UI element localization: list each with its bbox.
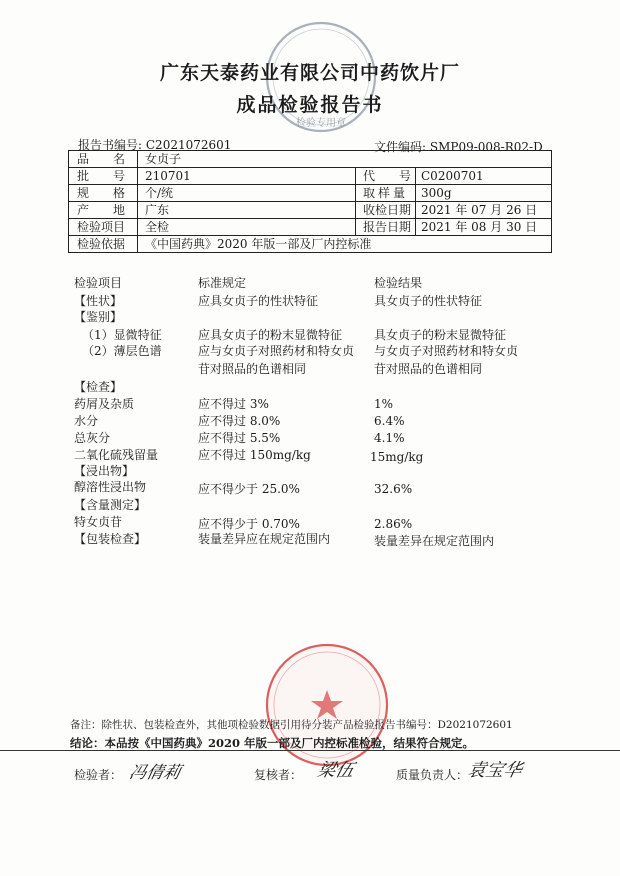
file-code-label: 文件编码: bbox=[374, 140, 427, 154]
divider bbox=[0, 750, 620, 751]
row-standard: 应具女贞子的粉末显微特征 bbox=[198, 328, 343, 342]
row-standard: 应与女贞子对照药材和特女贞 bbox=[198, 344, 355, 358]
divider bbox=[415, 168, 416, 235]
row-item: 【鉴别】 bbox=[74, 310, 123, 324]
inspector-label: 检验者： bbox=[74, 768, 123, 782]
row-standard: 应不得过 8.0% bbox=[198, 414, 281, 428]
row-item: 【检查】 bbox=[74, 380, 123, 394]
row-item: 二氧化硫残留量 bbox=[74, 448, 159, 462]
row-standard: 应不得过 150mg/kg bbox=[198, 448, 311, 462]
basis-value: 《中国药典》2020 年版一部及厂内控标准 bbox=[145, 237, 372, 251]
row-result: 具女贞子的性状特征 bbox=[374, 294, 483, 308]
col-header-result: 检验结果 bbox=[374, 276, 423, 290]
row-item: 药屑及杂质 bbox=[74, 397, 135, 411]
received-date-value: 2021 年 07 月 26 日 bbox=[421, 203, 538, 217]
reviewer-label: 复核者： bbox=[254, 768, 303, 782]
item-value: 全检 bbox=[145, 220, 170, 234]
note-text: 备注：除性状、包装检查外，其他项检验数据引用待分装产品检验报告书编号：D2021072601 bbox=[70, 719, 513, 731]
name-label: 品 名 bbox=[77, 152, 132, 166]
info-row-spec bbox=[69, 185, 551, 202]
reviewer-signature: 梁伍 bbox=[315, 760, 357, 781]
report-number-value: C2021072601 bbox=[145, 138, 232, 152]
row-standard: 应不得过 3% bbox=[198, 397, 269, 411]
row-result: 装量差异在规定范围内 bbox=[374, 534, 495, 548]
row-standard: 应不得少于 0.70% bbox=[198, 517, 300, 531]
divider bbox=[137, 151, 138, 252]
svg-text:检验专用章: 检验专用章 bbox=[296, 118, 346, 129]
page-title: 成品检验报告书 bbox=[236, 94, 384, 116]
row-item: 【含量测定】 bbox=[74, 498, 147, 512]
row-standard: 装量差异应在规定范围内 bbox=[198, 532, 331, 546]
row-result: 1% bbox=[374, 397, 394, 411]
row-standard: 应具女贞子的性状特征 bbox=[198, 294, 319, 308]
row-item: （1）显微特征 bbox=[82, 328, 162, 342]
row-result: 15mg/kg bbox=[370, 450, 424, 464]
received-date-label: 收检日期 bbox=[363, 203, 412, 217]
report-date-value: 2021 年 08 月 30 日 bbox=[421, 220, 538, 234]
conclusion-text: 结论：本品按《中国药典》2020 年版一部及厂内控标准检验，结果符合规定。 bbox=[70, 736, 475, 750]
basis-label: 检验依据 bbox=[77, 237, 126, 251]
row-result: 与女贞子对照药材和特女贞 bbox=[374, 344, 519, 358]
info-row-item bbox=[69, 219, 551, 236]
batch-value: 210701 bbox=[145, 169, 191, 183]
row-item: 【性状】 bbox=[74, 294, 123, 308]
col-header-item: 检验项目 bbox=[74, 276, 123, 290]
qa-signature: 袁宝华 bbox=[465, 760, 524, 781]
code-value: C0200701 bbox=[421, 169, 484, 183]
row-result: 具女贞子的粉末显微特征 bbox=[374, 328, 507, 342]
company-name: 广东天泰药业有限公司中药饮片厂 bbox=[159, 62, 460, 84]
file-code-value: SMP09-008-R02-D bbox=[429, 140, 543, 154]
row-result: 2.86% bbox=[374, 517, 413, 531]
info-row-name bbox=[69, 151, 551, 168]
info-table bbox=[68, 150, 552, 253]
name-value: 女贞子 bbox=[145, 152, 182, 166]
row-result: 32.6% bbox=[374, 482, 413, 496]
spec-label: 规 格 bbox=[77, 186, 132, 200]
spec-value: 个/统 bbox=[145, 186, 174, 200]
row-result: 6.4% bbox=[374, 414, 405, 428]
row-item: 总灰分 bbox=[74, 431, 111, 445]
row-standard: 应不得过 5.5% bbox=[198, 431, 281, 445]
code-label: 代 号 bbox=[363, 169, 418, 183]
batch-label: 批 号 bbox=[77, 169, 132, 183]
sample-value: 300g bbox=[421, 186, 452, 200]
row-result: 4.1% bbox=[374, 431, 405, 445]
row-standard: 苷对照品的色谱相同 bbox=[198, 362, 307, 376]
sample-label: 取样量 bbox=[363, 186, 409, 200]
row-item: 【包装检查】 bbox=[74, 532, 147, 546]
row-result: 苷对照品的色谱相同 bbox=[374, 362, 483, 376]
row-item: 特女贞苷 bbox=[74, 515, 123, 529]
report-number-label: 报告书编号: bbox=[78, 138, 143, 152]
row-standard: 应不得少于 25.0% bbox=[198, 482, 300, 496]
info-row-basis bbox=[69, 236, 551, 252]
info-row-origin bbox=[69, 202, 551, 219]
row-item: 醇溶性浸出物 bbox=[74, 480, 147, 494]
row-item: 【浸出物】 bbox=[74, 464, 135, 478]
row-item: （2）薄层色谱 bbox=[82, 344, 162, 358]
origin-label: 产 地 bbox=[77, 203, 132, 217]
qa-label: 质量负责人： bbox=[396, 768, 469, 782]
inspector-signature: 冯倩莉 bbox=[127, 763, 183, 783]
row-item: 水分 bbox=[74, 414, 99, 428]
report-date-label: 报告日期 bbox=[363, 220, 412, 234]
info-row-batch bbox=[69, 168, 551, 185]
origin-value: 广东 bbox=[145, 203, 170, 217]
divider bbox=[355, 168, 356, 235]
item-label: 检验项目 bbox=[77, 220, 126, 234]
col-header-standard: 标准规定 bbox=[198, 276, 247, 290]
